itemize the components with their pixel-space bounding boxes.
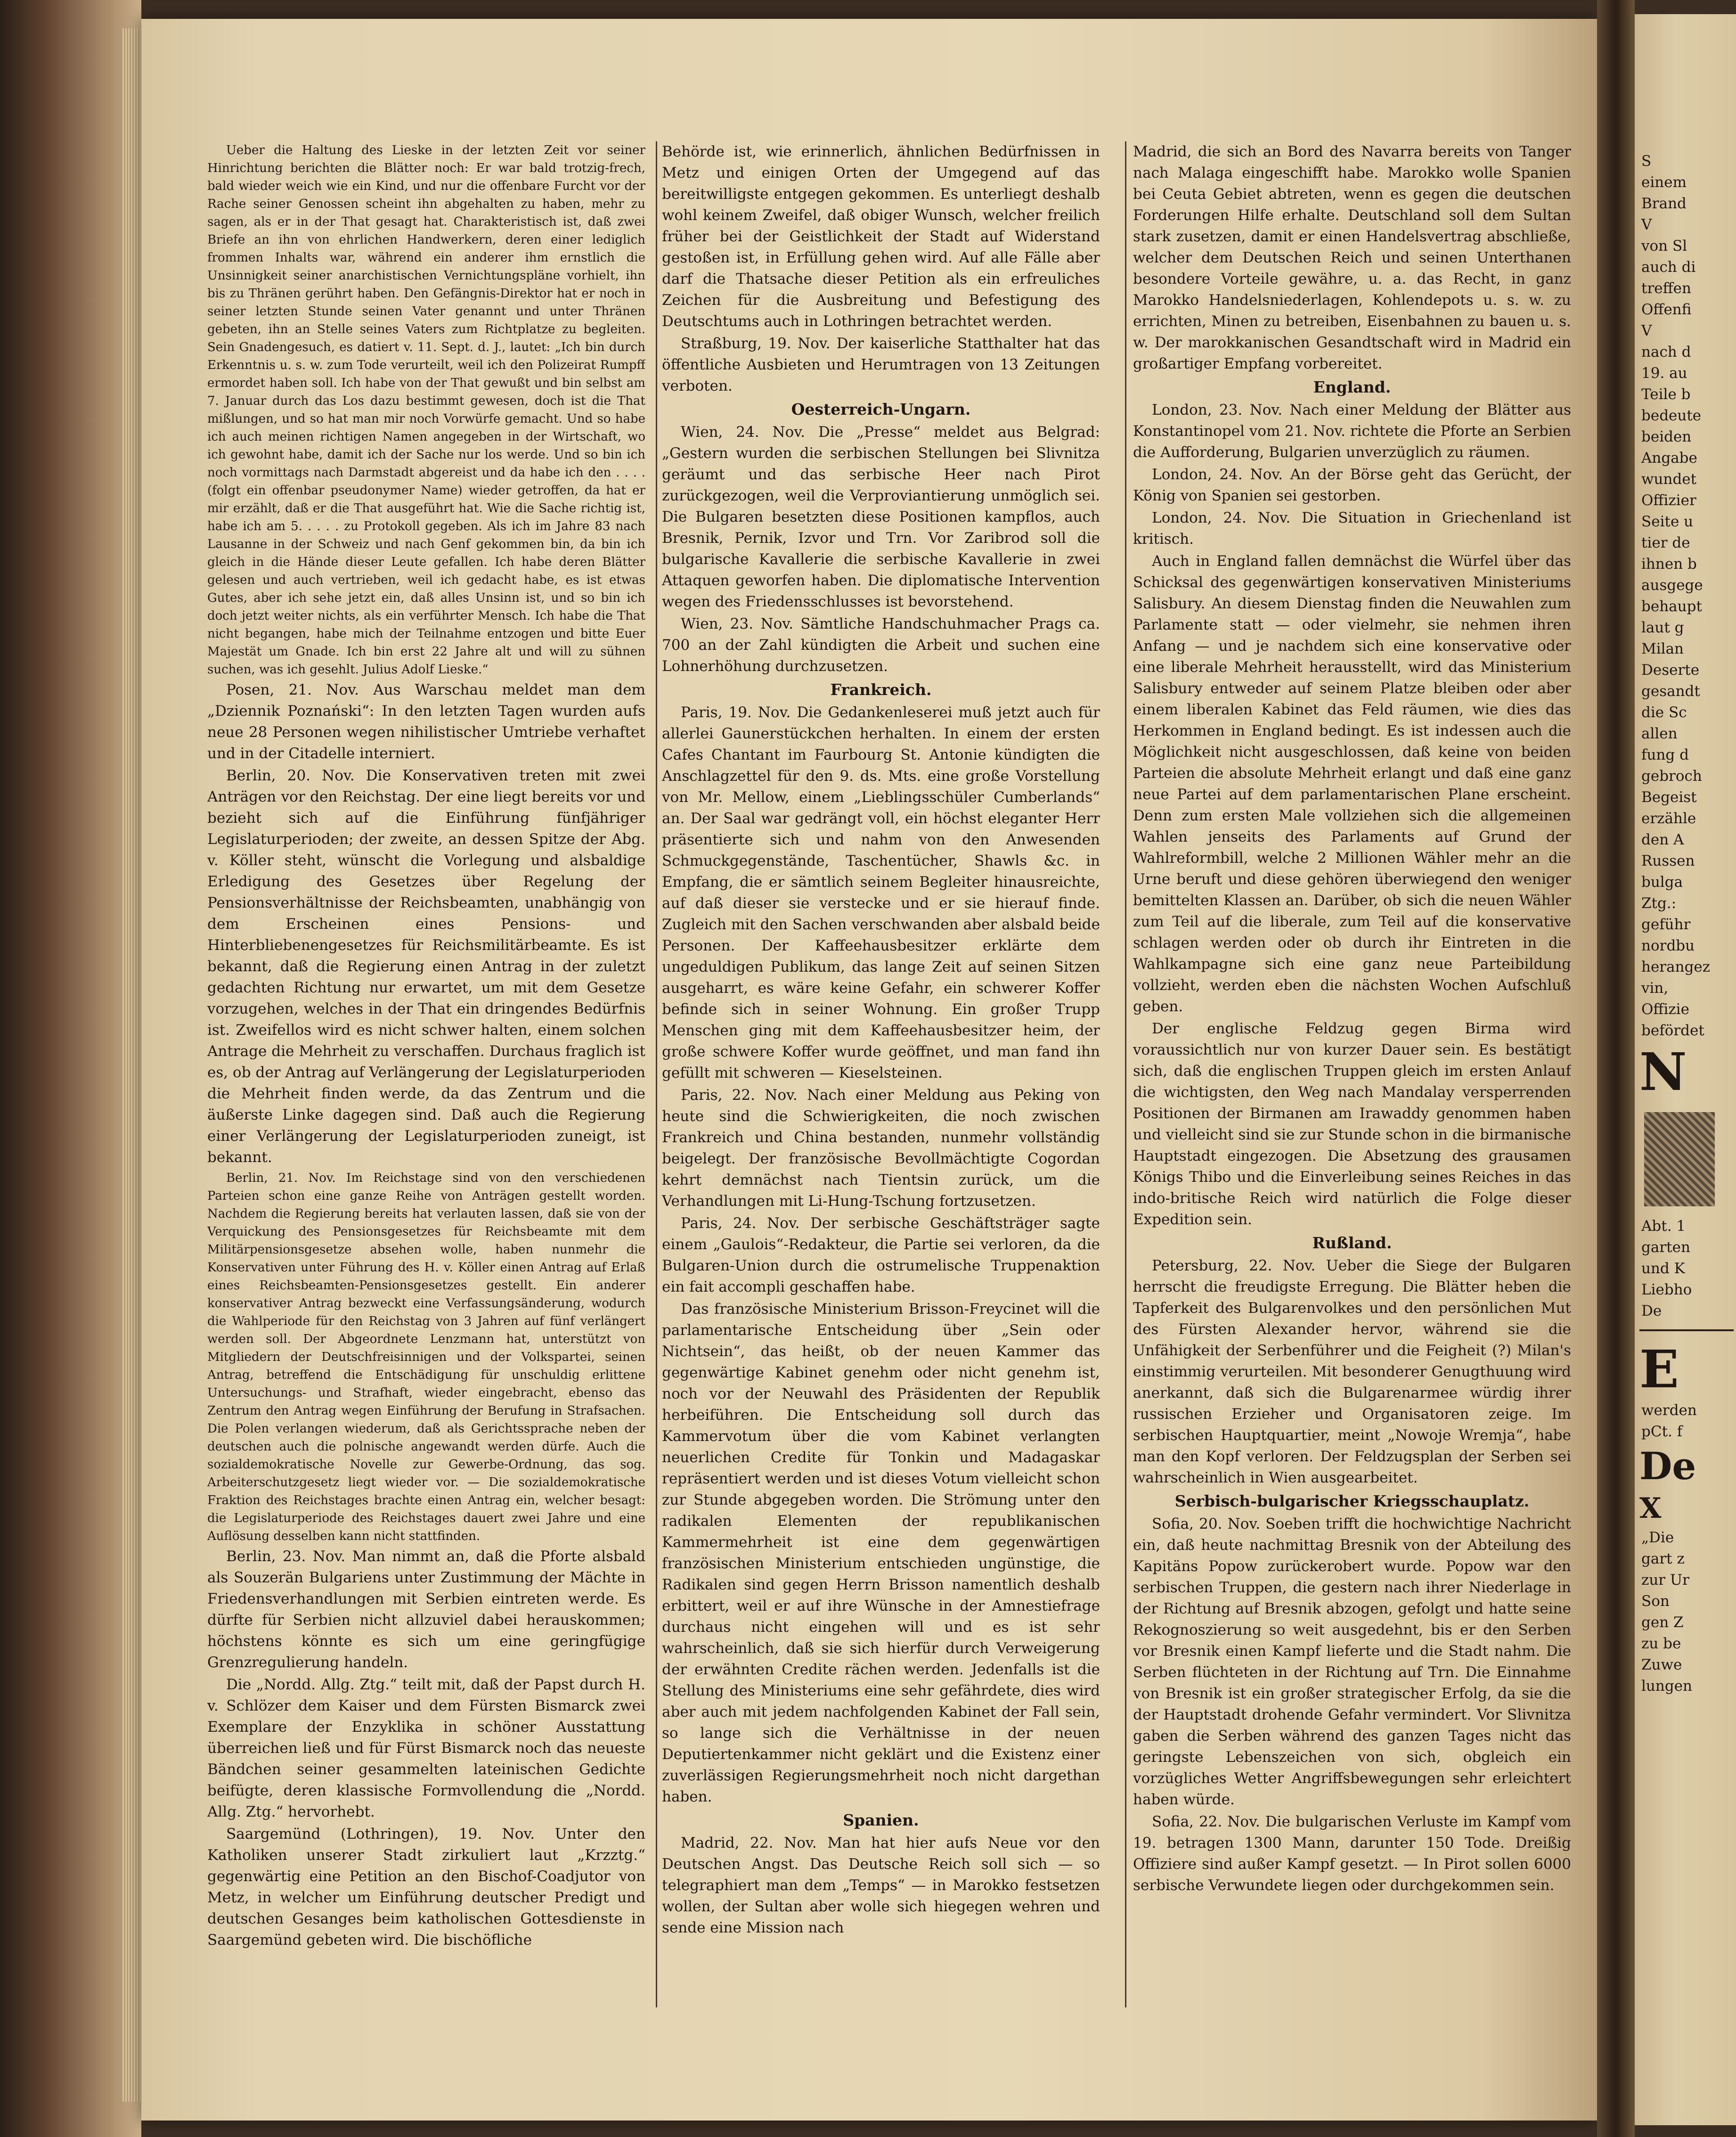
facing-page-line: Offizier	[1641, 492, 1696, 509]
facing-page-line: auch di	[1641, 259, 1696, 276]
facing-page-line: treffen	[1641, 280, 1691, 297]
article-paragraph: London, 24. Nov. Die Situation in Griechenland ist kritisch.	[1133, 509, 1571, 548]
facing-page-line: geführ	[1641, 916, 1691, 933]
facing-page-line: Son	[1641, 1593, 1670, 1610]
facing-page-line: Offenfi	[1641, 301, 1692, 318]
facing-page-line: Deserte	[1641, 662, 1700, 679]
article-paragraph: Behörde ist, wie erinnerlich, ähnlichen Bedürfnissen in Metz und einigen Orten der Umgegend auf das bereitwilligste entgegen gekommen. Es unterliegt deshalb wohl keinem Zweifel, daß obiger Wunsch, welcher freilich früher bei der Geistlichkeit der Stadt auf Widerstand gestoßen ist, in Erfüllung gehen wird. Auf alle Fälle aber darf die Thatsache dieser Petition als ein erfreuliches Zeichen für die Ausbreitung und Befestigung des Deutschtums auch in Lothringen betrachtet werden.	[662, 143, 1100, 330]
facing-page-line: laut g	[1641, 619, 1684, 636]
article-paragraph: London, 24. Nov. An der Börse geht das Gerücht, der König von Spanien sei gestorben.	[1133, 466, 1571, 504]
facing-page-line: herangez	[1641, 958, 1711, 975]
facing-page-line: Liebho	[1641, 1281, 1692, 1298]
article-paragraph: Saargemünd (Lothringen), 19. Nov. Unter den Katholiken unserer Stadt zirkuliert laut „Krzztg.“ gegenwärtig eine Petition an den Bischof-Coadjutor von Metz, in welcher um Einführung deutscher Predigt und deutschen Gesanges beim katholischen Gottesdienste in Saargemünd gebeten wird. Die bischöfliche	[207, 1826, 645, 1949]
article-paragraph: Wien, 23. Nov. Sämtliche Handschuhmacher Prags ca. 700 an der Zahl kündigten die Arbeit und suchen eine Lohnerhöhung durchzusetzen.	[662, 615, 1100, 675]
facing-page-line: Angabe	[1641, 450, 1697, 467]
facing-page-line: ausgege	[1641, 577, 1703, 594]
article-paragraph: Auch in England fallen demnächst die Würfel über das Schicksal des gegenwärtigen konservativen Ministeriums Salisbury. An diesem Dienstag finden die Neuwahlen zum Parlamente statt — oder vielmehr, sie nehmen ihren Anfang — und je nachdem sich eine konservative oder eine liberale Mehrheit herausstellt, wird das Ministerium Salisbury entweder auf seinem Platze bleiben oder aber einem liberalen Kabinet das Feld räumen, wie dies das Herkommen in England bedingt. Es ist indessen auch die Möglichkeit nicht ausgeschlossen, daß keine von beiden Parteien die absolute Mehrheit erlangt und daß eine ganz neue Partei auf dem parlamentarischen Plane erscheint. Denn zum ersten Male vollziehen sich die allgemeinen Wahlen jenseits des Parlaments auf Grund der Wahlreformbill, welche 2 Millionen Wähler mehr an die Urne beruft und diese gehören überwiegend den weniger bemittelten Klassen an. Darüber, ob sich die neuen Wähler zum Teil auf die liberale, zum Teil auf die konservative schlagen werden oder ob durch ihr Eintreten in die Wahlkampagne sich eine ganz neue Parteibildung vollzieht, werden eben die nächsten Wochen Aufschluß geben.	[1133, 553, 1571, 1015]
facing-page-line: Brand	[1641, 195, 1687, 212]
section-heading: England.	[1313, 378, 1391, 396]
facing-page-line: pCt. f	[1641, 1423, 1683, 1440]
facing-page-line: lungen	[1641, 1678, 1693, 1695]
facing-page-line: und K	[1641, 1260, 1685, 1277]
column-2	[662, 141, 1100, 2097]
article-paragraph: Wien, 24. Nov. Die „Presse“ meldet aus Belgrad: „Gestern wurden die serbischen Stellungen bei Slivnitza geräumt und das serbische Heer nach Pirot zurückgezogen, weil die Verproviantierung unmöglich sei. Die Bulgaren besetzten diese Positionen kampflos, auch Bresnik, Pernik, Izvor und Trn. Vor Zaribrod soll die bulgarische Kavallerie die serbische Kavallerie in zwei Attaquen geworfen haben. Die diplomatische Intervention wegen des Friedensschlusses ist bevorstehend.	[662, 424, 1100, 610]
facing-page-line: befördet	[1641, 1022, 1704, 1039]
article-paragraph: Madrid, die sich an Bord des Navarra bereits von Tanger nach Malaga eingeschifft habe. Marokko wolle Spanien bei Ceuta Gebiet abtreten, wenn es gegen die deutschen Forderungen Hilfe erhalte. Deutschland soll dem Sultan stark zusetzen, damit er einen Handelsvertrag abschließe, welcher dem Deutschen Reich und seinen Unterthanen besondere Vorteile gewähre, u. a. das Recht, in ganz Marokko Handelsniederlagen, Kohlendepots u. s. w. zu errichten, Minen zu betreiben, Eisenbahnen zu bauen u. s. w. Der marokkanischen Gesandtschaft wird in Madrid ein großartiger Empfang vorbereitet.	[1133, 143, 1571, 372]
facing-page-rule	[1639, 1329, 1734, 1331]
facing-page-line: bulga	[1641, 874, 1683, 891]
section-heading: Spanien.	[843, 1811, 919, 1829]
facing-page-line: Ztg.:	[1641, 895, 1677, 912]
facing-page-line: V	[1641, 322, 1652, 339]
facing-page-line: einem	[1641, 174, 1687, 191]
facing-page-line: beiden	[1641, 428, 1692, 445]
facing-page-line: nach d	[1641, 344, 1691, 360]
facing-page-line: Milan	[1641, 640, 1684, 657]
facing-page-line: tier de	[1641, 534, 1690, 551]
facing-page-heading-2: E	[1639, 1339, 1679, 1400]
facing-page-line: „Die	[1641, 1529, 1674, 1546]
column-1	[207, 141, 645, 2097]
facing-page-line: wundet	[1641, 471, 1697, 488]
section-heading: Oesterreich-Ungarn.	[791, 400, 971, 418]
facing-page-heading-3: De	[1639, 1444, 1696, 1488]
column-rule-1	[656, 141, 657, 2007]
facing-page-line: Russen	[1641, 852, 1695, 869]
column-3	[1133, 141, 1571, 2097]
facing-page-line: 19. au	[1641, 365, 1687, 382]
article-paragraph: Das französische Ministerium Brisson-Freycinet will die parlamentarische Entscheidung über „Sein oder Nichtsein“, das heißt, ob der neuen Kammer das gegenwärtige Kabinet genehm oder nicht genehm ist, noch vor der Neuwahl des Präsidenten der Republik herbeiführen. Die Entscheidung soll durch das Kammervotum über die vom Kabinet verlangten neuerlichen Credite für Tonkin und Madagaskar repräsentiert werden und ist dieses Votum vielleicht schon zur Stunde abgegeben worden. Die Strömung unter den radikalen Elementen der republikanischen Kammermehrheit ist eine dem gegenwärtigen französischen Ministerium entschieden ungünstige, die Radikalen sind gegen Herrn Brisson namentlich deshalb erbittert, weil er auf ihre Wünsche in der Amnestiefrage durchaus nicht eingehen will und es ist sehr wahrscheinlich, daß sie sich hierfür durch Verweigerung der erwähnten Credite rächen werden. Jedenfalls ist die Stellung des Ministeriums eine sehr gefährdete, dies wird aber auch mit jedem nachfolgenden Kabinet der Fall sein, so lange sich die Verhältnisse in der neuen Deputiertenkammer nicht geklärt und die Existenz einer zuverlässigen Regierungsmehrheit noch nicht dargethan haben.	[662, 1301, 1100, 1805]
article-paragraph: Petersburg, 22. Nov. Ueber die Siege der Bulgaren herrscht die freudigste Erregung. Die Blätter heben die Tapferkeit des Bulgarenvolkes und den persönlichen Mut des Fürsten Alexander hervor, während sie die Unfähigkeit der Serbenführer und die Feigheit (?) Milan's einstimmig verurteilen. Mit besonderer Genugthuung wird anerkannt, daß sich die Bulgarenarmee würdig ihrer russischen Erzieher und Organisatoren zeige. Im serbischen Hauptquartier, meint „Nowoje Wremja“, habe man den Kopf verloren. Der Feldzugsplan der Serben sei wahrscheinlich in Wien ausgearbeitet.	[1133, 1257, 1571, 1486]
facing-page-line: gart z	[1641, 1550, 1685, 1567]
article-paragraph: Paris, 19. Nov. Die Gedankenleserei muß jetzt auch für allerlei Gaunerstückchen herhalten. In einem der ersten Cafes Chantant im Faurbourg St. Antonie kündigten die Anschlagzettel für den 9. ds. Mts. eine große Vorstellung von Mr. Mellow, einem „Lieblingsschüler Cumberlands“ an. Der Saal war gedrängt voll, ein höchst eleganter Herr präsentierte sich und nahm von den Anwesenden Schmuckgegenstände, Taschentücher, Shawls &c. in Empfang, die er sämtlich seinem Begleiter hinausreichte, auf daß dieser sie verstecke und er sie hierauf finde. Zugleich mit den Sachen verschwanden aber alsbald beide Personen. Der Kaffeehausbesitzer erklärte dem ungeduldigen Publikum, das lange Zeit auf seinen Sitzen ausgeharrt, es wäre keine Gefahr, ein schwerer Koffer befinde sich in seiner Wohnung. Ein großer Trupp Menschen ging mit dem Kaffeehausbesitzer heim, der große schwere Koffer wurde geöffnet, und man fand ihn gefüllt mit schweren — Kieselsteinen.	[662, 704, 1100, 1081]
article-paragraph: Sofia, 22. Nov. Die bulgarischen Verluste im Kampf vom 19. betragen 1300 Mann, darunter 150 Tode. Dreißig Offiziere sind außer Kampf gesetzt. — In Pirot sollen 6000 serbische Verwundete liegen oder durchgekommen sein.	[1133, 1813, 1571, 1894]
facing-page-fragment	[1635, 14, 1736, 2125]
article-paragraph: Berlin, 23. Nov. Man nimmt an, daß die Pforte alsbald als Souzerän Bulgariens unter Zustimmung der Mächte in Friedensverhandlungen mit Serbien eintreten werde. Es dürfte für Serbien nicht allzuviel dabei herauskommen; höchstens könnte es sich um eine geringfügige Grenzregulierung handeln.	[207, 1548, 645, 1671]
facing-page-line: gebroch	[1641, 768, 1702, 785]
article-paragraph: Madrid, 22. Nov. Man hat hier aufs Neue vor den Deutschen Angst. Das Deutsche Reich soll sich — so telegraphiert man dem „Temps“ — in Marokko festsetzen wollen, der Sultan aber wolle sich hiegegen wehren und sende eine Mission nach	[662, 1834, 1100, 1936]
section-heading: Serbisch-bulgarischer Kriegsschauplatz.	[1174, 1492, 1530, 1510]
facing-page-line: die Sc	[1641, 704, 1687, 721]
facing-page-line: nordbu	[1641, 937, 1695, 954]
article-paragraph: Straßburg, 19. Nov. Der kaiserliche Statthalter hat das öffentliche Ausbieten und Herumtragen von 13 Zeitungen verboten.	[662, 335, 1100, 394]
facing-page-line: Zuwe	[1641, 1656, 1682, 1673]
facing-page-lines-top	[1635, 151, 1736, 1041]
facing-page-line: garten	[1641, 1239, 1690, 1256]
facing-page-line: gen Z	[1641, 1614, 1684, 1631]
facing-page-lines-mid	[1635, 1216, 1736, 1322]
article-paragraph: Berlin, 21. Nov. Im Reichstage sind von den verschiedenen Parteien schon eine ganze Reihe von Anträgen gestellt worden. Nachdem die Regierung bereits hat verlauten lassen, daß sie von der Verquickung des Pensionsgesetzes für Reichsbeamte mit dem Militärpensionsgesetze absehen wolle, haben nunmehr die Konservativen unter Führung des H. v. Köller einen Antrag auf Erlaß eines Reichsbeamten-Pensionsgesetzes gestellt. Ein anderer konservativer Antrag bezweckt eine Verfassungsänderung, wodurch die Wahlperiode für den Reichstag von 3 Jahren auf fünf verlängert werden soll. Der Abgeordnete Lenzmann hat, unterstützt von Mitgliedern der Deutschfreisinnigen und der Volkspartei, seinen Antrag, betreffend die Entschädigung für unschuldig erlittene Untersuchungs- und Strafhaft, wieder eingebracht, ebenso das Zentrum den Antrag wegen Einführung der Berufung in Strafsachen. Die Polen verlangen wiederum, daß als Gerichtssprache neben der deutschen auch die polnische angewandt werden dürfe. Auch die sozialdemokratische Novelle zur Gewerbe-Ordnung, das sog. Arbeiterschutzgesetz liegt wieder vor. — Die sozialdemokratische Fraktion des Reichstages brachte einen Antrag ein, welcher besagt: die Legislaturperiode des Reichstages dauert zwei Jahre und eine Auflösung desselben kann nicht stattfinden.	[207, 1171, 645, 1543]
facing-page-line: erzähle	[1641, 810, 1696, 827]
article-paragraph: Sofia, 20. Nov. Soeben trifft die hochwichtige Nachricht ein, daß heute nachmittag Bresnik von der Abteilung des Kapitäns Popow zurückerobert wurde. Popow war den serbischen Truppen, die gestern nach ihrer Niederlage in der Richtung auf Bresnik abzogen, gefolgt und hatte seine Rekognoszierung so weit ausgedehnt, bis er den Serben vor Bresnik einen Kampf lieferte und die Stadt nahm. Die Serben flüchteten in der Richtung auf Trn. Die Einnahme von Bresnik ist ein großer strategischer Erfolg, da sie die der Hauptstadt drohende Gefahr vermindert. Vor Slivnitza gaben die Serben während des ganzen Tages nicht das geringste Lebenszeichen von sich, obgleich ein vorzügliches Wetter Angriffsbewegungen sehr erleichtert haben würde.	[1133, 1515, 1571, 1808]
facing-page-line: zur Ur	[1641, 1572, 1689, 1588]
facing-page-line: Teile b	[1641, 386, 1691, 403]
section-heading: Frankreich.	[830, 680, 932, 699]
facing-page-line: von Sl	[1641, 237, 1687, 254]
facing-page-line: De	[1641, 1302, 1662, 1319]
article-paragraph: Paris, 24. Nov. Der serbische Geschäftsträger sagte einem „Gaulois“-Redakteur, die Partie sei verloren, da die Bulgaren-Union durch die ostrumelische Truppenaktion ein fait accompli geschaffen habe.	[662, 1215, 1100, 1295]
facing-page-line: S	[1641, 153, 1652, 170]
facing-page-line: vin,	[1641, 980, 1669, 997]
facing-page-line: zu be	[1641, 1635, 1681, 1652]
facing-page-line: behaupt	[1641, 598, 1702, 615]
article-paragraph: London, 23. Nov. Nach einer Meldung der Blätter aus Konstantinopel vom 21. Nov. richtete die Pforte an Serbien die Aufforderung, Bulgarien unverzüglich zu räumen.	[1133, 401, 1571, 461]
facing-page-line: bedeute	[1641, 407, 1702, 424]
section-heading: Rußland.	[1312, 1234, 1392, 1252]
facing-page-line: Begeist	[1641, 789, 1697, 806]
facing-page-ornament	[1644, 1112, 1715, 1206]
facing-page-line: werden	[1641, 1402, 1697, 1419]
facing-page-line: ihnen b	[1641, 556, 1697, 573]
facing-page-heading-4: X	[1639, 1492, 1662, 1525]
article-paragraph: Die „Nordd. Allg. Ztg.“ teilt mit, daß der Papst durch H. v. Schlözer dem Kaiser und dem Fürsten Bismarck zwei Exemplare der Enzyklika in schöner Ausstattung überreichen ließ und für Fürst Bismarck noch das neueste Bändchen seiner gesammelten lateinischen Gedichte beifügte, deren klassische Formvollendung die „Nordd. Allg. Ztg.“ hervorhebt.	[207, 1676, 645, 1820]
article-paragraph: Berlin, 20. Nov. Die Konservativen treten mit zwei Anträgen vor den Reichstag. Der eine liegt bereits vor und bezieht sich auf die Einführung fünfjähriger Legislaturperioden; der zweite, an dessen Spitze der Abg. v. Köller steht, wünscht die Vorlegung und alsbaldige Erledigung des Gesetzes über Regelung der Pensionsverhältnisse der Reichsbeamten, unabhängig von dem Erscheinen eines Pensions- und Hinterbliebenengesetzes für Reichsmilitärbeamte. Es ist bekannt, daß die Regierung einen Antrag in der zuletzt gedachten Richtung nur erwartet, um mit dem Gesetze vorzugehen, welches in der That ein dringendes Bedürfnis ist. Zweifellos wird es nicht schwer halten, einem solchen Antrage die Mehrheit zu verschaffen. Durchaus fraglich ist es, ob der Antrag auf Verlängerung der Legislaturperioden die Mehrheit finden werde, da das Zentrum und die äußerste Linke dagegen sind. Daß auch die Regierung einer Verlängerung der Legislaturperioden zuneigt, ist bekannt.	[207, 767, 645, 1166]
facing-page-line: gesandt	[1641, 683, 1700, 700]
facing-page-line: Abt. 1	[1641, 1218, 1686, 1235]
column-rule-2	[1125, 141, 1126, 2007]
article-paragraph: Posen, 21. Nov. Aus Warschau meldet man dem „Dziennik Poznański“: In den letzten Tagen wurden aufs neue 28 Personen wegen nihilistischer Umtriebe verhaftet und in der Citadelle interniert.	[207, 681, 645, 762]
book-spine-edge	[0, 0, 141, 2137]
article-paragraph: Der englische Feldzug gegen Birma wird voraussichtlich nur von kurzer Dauer sein. Es bestätigt sich, daß die englischen Truppen gleich im ersten Anlauf die wichtigsten, den Weg nach Mandalay versperrenden Positionen der Birmanen am Irawaddy genommen haben und vielleicht sind sie zur Stunde schon in die birmanische Hauptstadt eingezogen. Die Absetzung des grausamen Königs Thibo und die Einverleibung seines Reiches in das indo-britische Reich wird natürlich die Folge dieser Expedition sein.	[1133, 1020, 1571, 1228]
article-paragraph: Paris, 22. Nov. Nach einer Meldung aus Peking von heute sind die Schwierigkeiten, die noch zwischen Frankreich und China bestanden, nunmehr vollständig beigelegt. Der französische Bevollmächtigte Cogordan kehrt demnächst nach Tientsin zurück, um die Verhandlungen mit Li-Hung-Tschung fortzusetzen.	[662, 1087, 1100, 1210]
facing-page-line: den A	[1641, 831, 1684, 848]
facing-page-line: allen	[1641, 725, 1678, 742]
facing-page-lines-mid2	[1635, 1400, 1736, 1442]
facing-page-heading-1: N	[1639, 1041, 1687, 1102]
article-paragraph: Ueber die Haltung des Lieske in der letzten Zeit vor seiner Hinrichtung berichten die Blätter noch: Er war bald trotzig-frech, bald wieder weich wie ein Kind, und nur die offenbare Furcht vor der Rache seiner Genossen scheint ihn abgehalten zu haben, mehr zu sagen, als er in der That gesagt hat. Charakteristisch ist, daß zwei Briefe an ihn von ehrlichen Handwerkern, deren einer lediglich frommen Inhalts war, während ein anderer ihm ernstlich die Unsinnigkeit seiner anarchistischen Vernichtungspläne vorhielt, ihn bis zu Thränen gerührt haben. Den Gefängnis-Direktor hat er noch in seiner letzten Stunde seinen Vater genannt und unter Thränen gebeten, ihn an Stelle seines Vaters zum Richtplatze zu begleiten. Sein Gnadengesuch, es datiert v. 11. Sept. d. J., lautet: „Ich bin durch Erkenntnis u. s. w. zum Tode verurteilt, weil ich den Polizeirat Rumpff ermordet haben soll. Ich habe von der That gewußt und bin selbst am 7. Januar durch das Los dazu bestimmt gewesen, doch ist die That mißlungen, und so hat man mir noch Vorwürfe gemacht. Und so habe ich auch meinen richtigen Namen angegeben in der Wirtschaft, wo ich gewohnt habe, damit ich der Sache nur los werde. Und so bin ich noch vormittags nach Darmstadt abgereist und da habe ich den . . . . (folgt ein offenbar pseudonymer Name) wieder getroffen, da hat er mir erzählt, daß er die That ausgeführt hat. Wie die Sache richtig ist, habe ich am 5. . . . . zu Protokoll gegeben. Als ich im Jahre 83 nach Lausanne in der Schweiz und nach Genf gekommen bin, da bin ich gleich in die Hände dieser Leute gefallen. Ich habe deren Blätter gelesen und auch vertrieben, weil ich gedacht habe, es ist etwas Gutes, aber ich sehe jetzt ein, daß alles Unsinn ist, und so bin ich doch jetzt weiter nichts, als ein verführter Mensch. Ich habe die That nicht begangen, habe mich der Teilnahme entzogen und bitte Euer Majestät um Gnade. Ich bin erst 22 Jahre alt und will zu sühnen suchen, was ich gesehlt. Julius Adolf Lieske.“	[207, 143, 645, 677]
facing-page-line: Seite u	[1641, 513, 1694, 530]
facing-page-line: V	[1641, 216, 1652, 233]
facing-page-line: Offizie	[1641, 1001, 1689, 1018]
facing-page-line: fung d	[1641, 746, 1689, 763]
book-gutter	[1597, 0, 1635, 2137]
facing-page-lines-bottom	[1635, 1527, 1736, 1697]
